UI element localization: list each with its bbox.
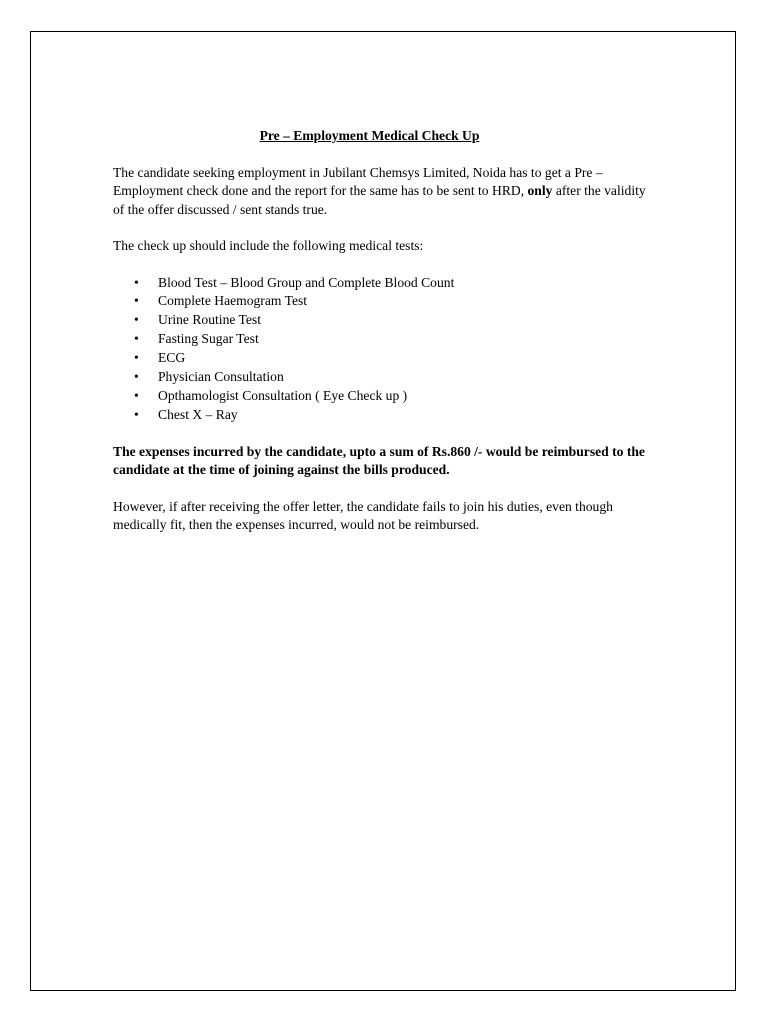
- bullet-icon: •: [134, 369, 139, 385]
- intro-emphasis: only: [527, 183, 553, 198]
- bullet-icon: •: [134, 350, 139, 366]
- test-label: Blood Test – Blood Group and Complete Blood Count: [158, 274, 455, 290]
- closing-paragraph: However, if after receiving the offer letter, the candidate fails to join his duties, even though medically fit, then the expenses incurred, would not be reimbursed.: [113, 498, 613, 533]
- bullet-icon: •: [134, 331, 139, 347]
- bullet-icon: •: [134, 274, 139, 290]
- list-item: [134, 349, 653, 368]
- reimbursement-paragraph: The expenses incurred by the candidate, upto a sum of Rs.860 /- would be reimbursed to the candidate at the time of joining against the bills produced.: [113, 443, 645, 478]
- test-label: Urine Routine Test: [158, 312, 262, 328]
- intro-text-2: after the validity of the offer discussed / sent stands true.: [113, 183, 646, 217]
- list-item: [134, 406, 653, 425]
- page-title: Pre – Employment Medical Check Up: [259, 128, 480, 143]
- bullet-icon: •: [134, 387, 139, 403]
- document-body: [113, 127, 653, 553]
- bullet-icon: •: [134, 406, 139, 422]
- list-item: [134, 387, 653, 406]
- test-label: Physician Consultation: [158, 369, 284, 385]
- test-label: Opthamologist Consultation ( Eye Check up ): [158, 387, 408, 403]
- list-item: [134, 368, 653, 387]
- list-item: [134, 330, 653, 349]
- bullet-icon: •: [134, 312, 139, 328]
- intro-text-1: The candidate seeking employment in Jubilant Chemsys Limited, Noida has to get a Pre – Employment check done and the report for the same has to be sent to HRD,: [113, 164, 603, 198]
- list-item: [134, 311, 653, 330]
- list-item: [134, 274, 653, 293]
- tests-list: [113, 274, 653, 425]
- test-label: ECG: [158, 350, 186, 366]
- test-label: Chest X – Ray: [158, 406, 238, 422]
- bullet-icon: •: [134, 293, 139, 309]
- test-label: Complete Haemogram Test: [158, 293, 308, 309]
- intro-paragraph: [113, 164, 653, 220]
- tests-intro: The check up should include the following medical tests:: [113, 238, 424, 253]
- list-item: [134, 292, 653, 311]
- test-label: Fasting Sugar Test: [158, 331, 259, 347]
